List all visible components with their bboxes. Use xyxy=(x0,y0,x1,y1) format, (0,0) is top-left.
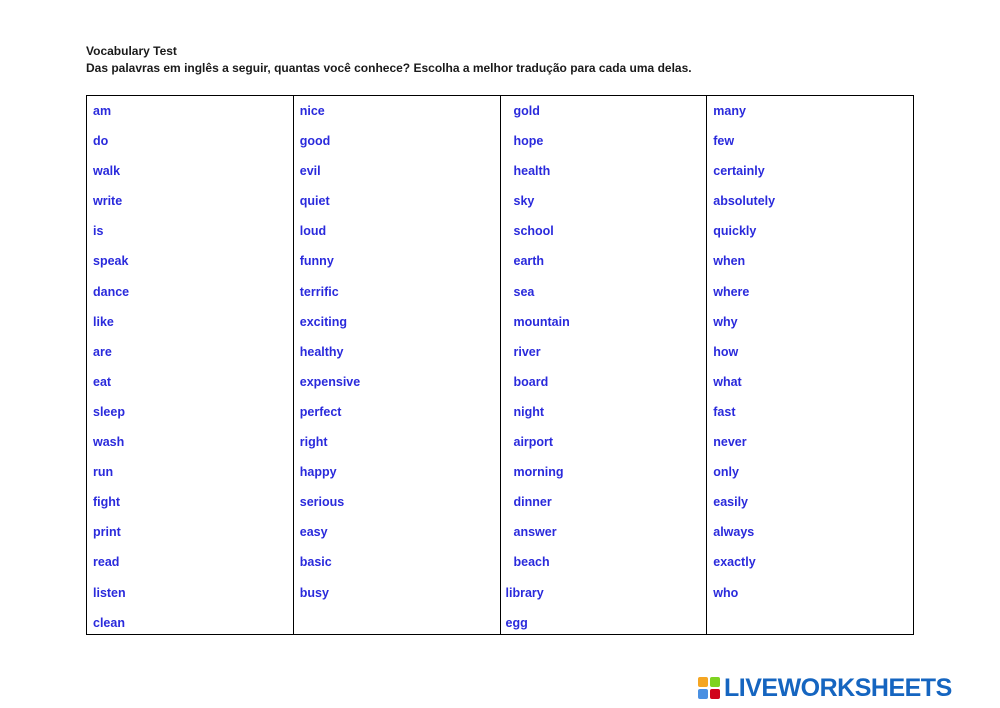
vocab-word: eat xyxy=(93,374,112,389)
word-column-4 xyxy=(707,96,913,634)
vocab-word: exciting xyxy=(299,314,347,329)
vocab-word: earth xyxy=(513,254,545,269)
vocab-word: airport xyxy=(513,435,554,450)
vocab-word: dinner xyxy=(513,495,552,510)
logo-mark-icon xyxy=(698,677,720,699)
vocab-word: always xyxy=(713,525,755,540)
vocab-word: beach xyxy=(513,555,550,570)
vocab-word: certainly xyxy=(713,164,765,179)
vocab-word: busy xyxy=(299,585,329,600)
vocab-word: few xyxy=(713,134,735,149)
vocab-word: am xyxy=(93,104,112,118)
vocab-word: why xyxy=(713,314,738,329)
vocab-word: library xyxy=(505,585,544,600)
vocab-word: fight xyxy=(93,495,121,510)
vocab-word: gold xyxy=(513,104,540,118)
vocab-word: river xyxy=(513,344,541,359)
vocab-word: right xyxy=(299,435,328,450)
vocab-word: sky xyxy=(513,194,535,209)
vocab-word: speak xyxy=(93,254,129,269)
vocab-word: who xyxy=(713,585,739,600)
vocab-word: easily xyxy=(713,495,749,510)
logo-text: LIVEWORKSHEETS xyxy=(724,674,952,702)
vocab-word: healthy xyxy=(299,344,344,359)
vocab-word: when xyxy=(713,254,746,269)
vocab-word: perfect xyxy=(299,404,342,419)
vocab-word: loud xyxy=(299,224,327,239)
vocab-word: how xyxy=(713,344,739,359)
vocab-word: listen xyxy=(93,585,126,600)
word-column-2 xyxy=(294,96,501,634)
word-column-1 xyxy=(87,96,294,634)
vocab-word: what xyxy=(713,374,742,389)
vocab-word: nice xyxy=(299,104,325,118)
vocab-word: do xyxy=(93,134,109,149)
vocab-word: sleep xyxy=(93,404,125,419)
vocab-word: run xyxy=(93,465,114,480)
vocab-word: fast xyxy=(713,404,736,419)
vocabulary-table xyxy=(86,95,914,635)
vocab-word: print xyxy=(93,525,121,540)
vocab-word: health xyxy=(513,164,551,179)
vocab-word: basic xyxy=(299,555,332,570)
page-title: Vocabulary Test xyxy=(86,44,177,58)
vocab-word: funny xyxy=(299,254,334,269)
vocab-word: good xyxy=(299,134,331,149)
vocab-word: are xyxy=(93,344,112,359)
vocab-word: like xyxy=(93,314,114,329)
vocab-word: night xyxy=(513,404,545,419)
vocab-word: mountain xyxy=(513,314,570,329)
vocab-word: quiet xyxy=(299,194,330,209)
vocab-word: never xyxy=(713,435,747,450)
vocab-word: expensive xyxy=(299,374,361,389)
vocab-word: happy xyxy=(299,465,337,480)
vocab-word: easy xyxy=(299,525,328,540)
vocab-word: many xyxy=(713,104,746,118)
vocab-word: school xyxy=(513,224,554,239)
vocab-word: read xyxy=(93,555,120,570)
vocab-word: is xyxy=(93,224,104,239)
vocab-word: egg xyxy=(505,615,528,630)
vocab-word: where xyxy=(713,284,750,299)
liveworksheets-logo xyxy=(698,673,952,703)
vocab-word: write xyxy=(93,194,123,209)
vocab-word: answer xyxy=(513,525,557,540)
vocab-word: clean xyxy=(93,615,125,630)
vocab-word: dance xyxy=(93,284,130,299)
vocab-word: sea xyxy=(513,284,535,299)
vocab-word: hope xyxy=(513,134,544,149)
word-column-3 xyxy=(501,96,708,634)
vocab-word: absolutely xyxy=(713,194,776,209)
vocab-word: walk xyxy=(93,164,121,179)
vocab-word: terrific xyxy=(299,284,339,299)
vocab-word: only xyxy=(713,465,739,480)
vocab-word: evil xyxy=(299,164,321,179)
vocab-word: quickly xyxy=(713,224,757,239)
vocab-word: serious xyxy=(299,495,345,510)
vocab-word: morning xyxy=(513,465,564,480)
vocab-word: board xyxy=(513,374,549,389)
instructions-text: Das palavras em inglês a seguir, quantas você conhece? Escolha a melhor tradução para cada uma delas. xyxy=(86,61,692,75)
vocab-word: wash xyxy=(93,435,125,450)
vocab-word: exactly xyxy=(713,555,756,570)
